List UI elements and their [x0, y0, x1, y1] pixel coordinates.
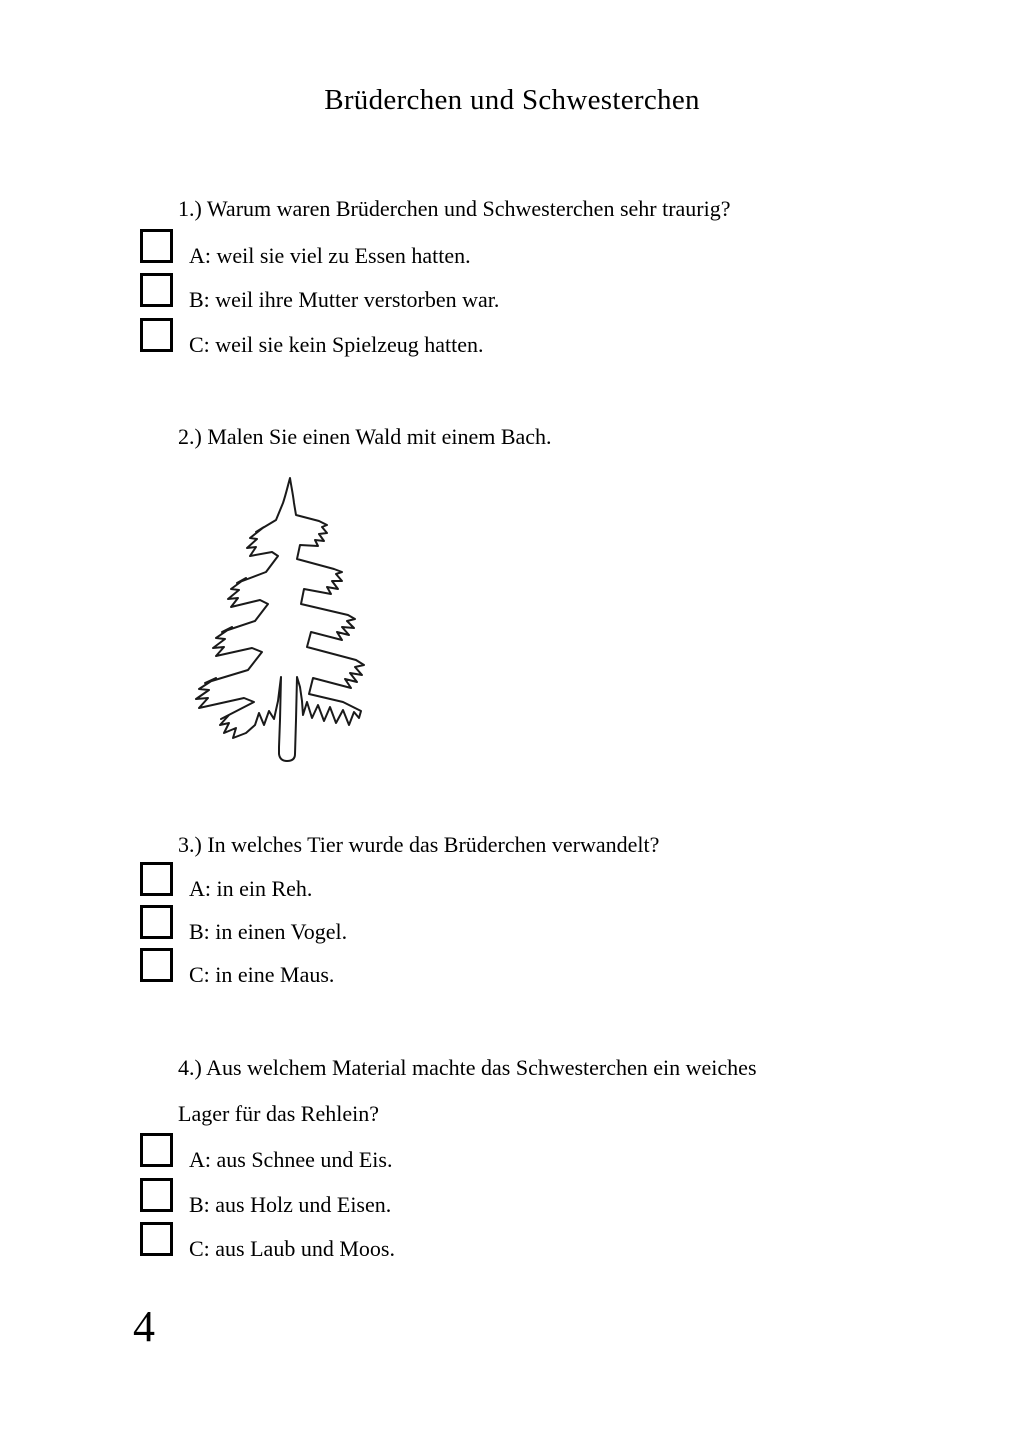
- question-1-option-c-row: [140, 318, 940, 357]
- question-1-option-b-row: [140, 273, 940, 312]
- question-3: [140, 832, 940, 987]
- pine-tree-outline: [196, 478, 364, 761]
- option-b-label: B: weil ihre Mutter verstorben war.: [189, 287, 500, 312]
- checkbox-q1-b[interactable]: [140, 273, 173, 307]
- option-b-label: B: aus Holz und Eisen.: [189, 1192, 392, 1217]
- checkbox-q4-b[interactable]: [140, 1178, 173, 1212]
- pine-tree-illustration: [189, 475, 373, 767]
- option-a-label: A: weil sie viel zu Essen hatten.: [189, 243, 471, 268]
- option-a-label: A: in ein Reh.: [189, 876, 313, 901]
- page-title: Brüderchen und Schwesterchen: [324, 84, 700, 116]
- option-c-label: C: in eine Maus.: [189, 962, 335, 987]
- checkbox-q3-c[interactable]: [140, 948, 173, 982]
- question-3-option-b-row: [140, 905, 940, 944]
- question-3-option-c-row: [140, 948, 940, 987]
- checkbox-q3-b[interactable]: [140, 905, 173, 939]
- question-4: [140, 1055, 940, 1261]
- question-4-prompt-line1: 4.) Aus welchem Material machte das Schwesterchen ein weiches: [178, 1055, 757, 1080]
- question-2: [140, 425, 940, 449]
- checkbox-q1-a[interactable]: [140, 229, 173, 263]
- page-number: 4: [133, 1302, 155, 1351]
- option-a-label: A: aus Schnee und Eis.: [189, 1147, 393, 1172]
- question-4-option-c-row: [140, 1222, 940, 1261]
- checkbox-q4-a[interactable]: [140, 1133, 173, 1167]
- question-2-prompt: 2.) Malen Sie einen Wald mit einem Bach.: [178, 424, 552, 449]
- option-c-label: C: weil sie kein Spielzeug hatten.: [189, 332, 484, 357]
- checkbox-q4-c[interactable]: [140, 1222, 173, 1256]
- option-c-label: C: aus Laub und Moos.: [189, 1236, 395, 1261]
- question-4-prompt-line2: Lager für das Rehlein?: [178, 1101, 379, 1126]
- question-1-prompt: 1.) Warum waren Brüderchen und Schwesterchen sehr traurig?: [178, 196, 731, 221]
- question-4-option-a-row: [140, 1133, 940, 1172]
- question-4-option-b-row: [140, 1178, 940, 1217]
- question-3-prompt: 3.) In welches Tier wurde das Brüderchen verwandelt?: [178, 832, 660, 857]
- option-b-label: B: in einen Vogel.: [189, 919, 348, 944]
- checkbox-q3-a[interactable]: [140, 862, 173, 896]
- question-3-option-a-row: [140, 862, 940, 901]
- question-1-option-a-row: [140, 229, 940, 268]
- checkbox-q1-c[interactable]: [140, 318, 173, 352]
- question-1: [140, 196, 940, 357]
